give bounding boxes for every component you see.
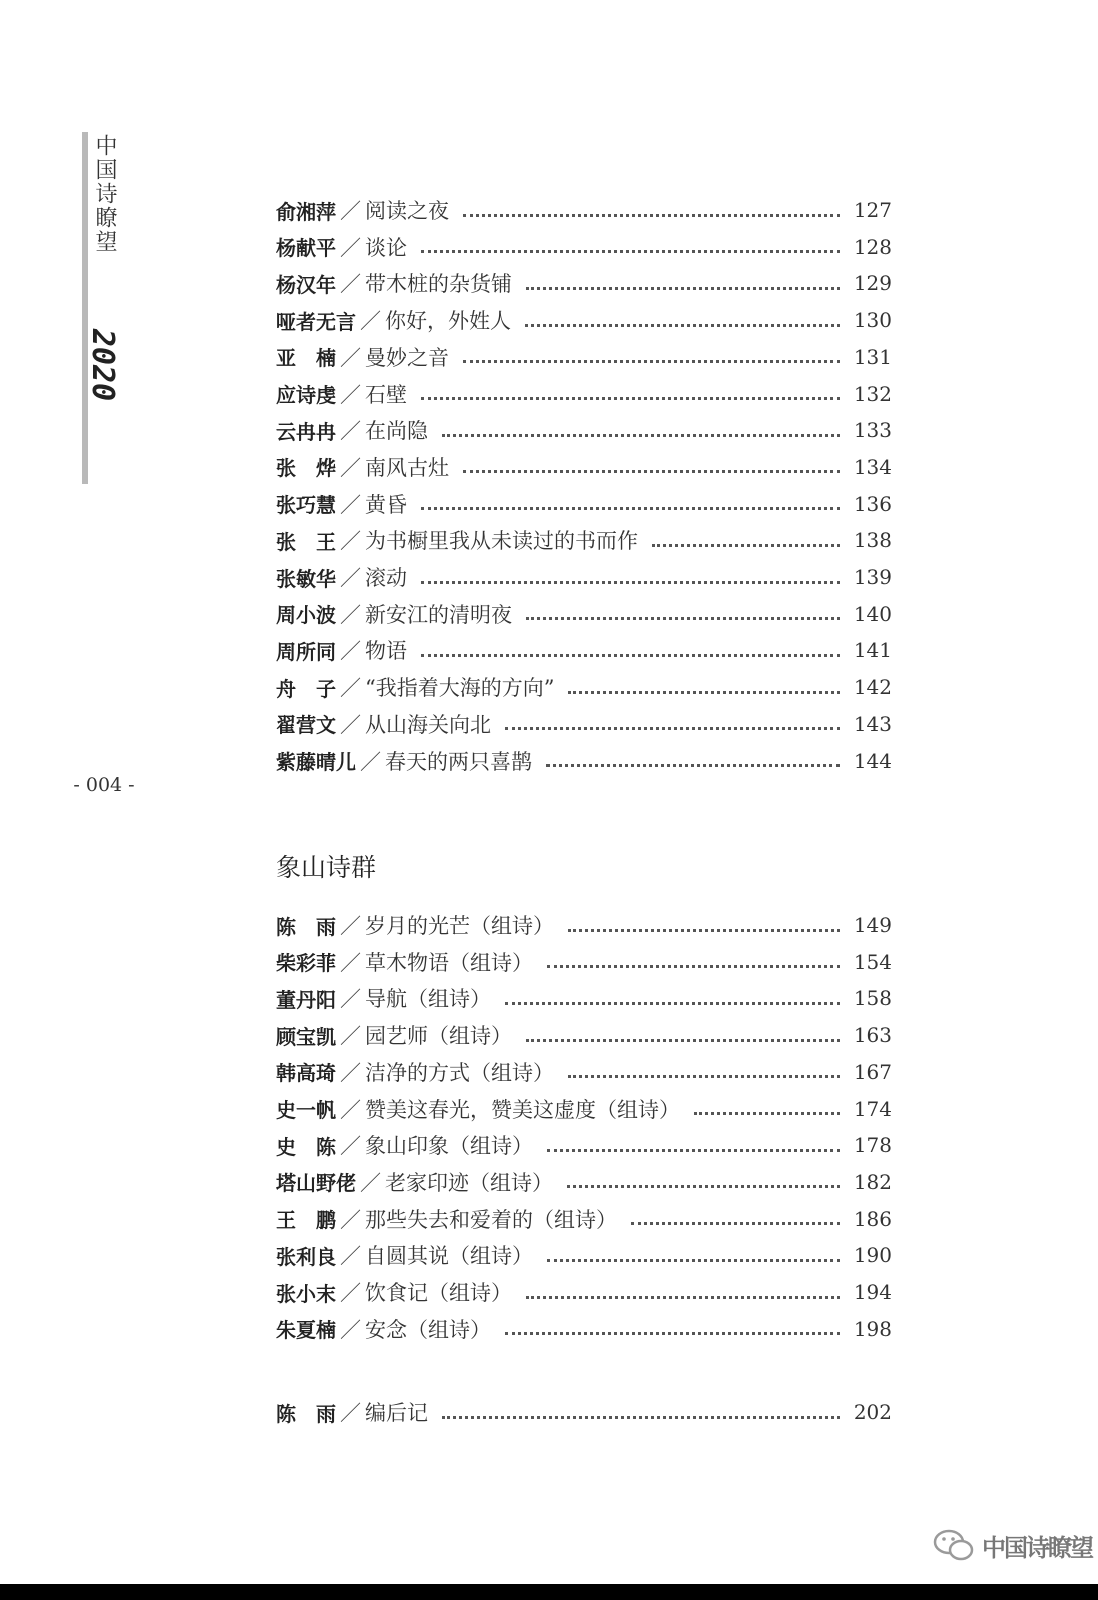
leader-dots [421,652,840,657]
leader-dots [547,1257,840,1262]
toc-separator: ／ [340,455,361,480]
toc-author: 舟 子 [276,676,336,701]
toc-author: 周小波 [276,603,336,628]
toc-page-number: 132 [853,381,892,406]
toc-entry [276,1240,892,1270]
toc-title: 为书橱里我从未读过的书而作 [365,529,638,554]
leader-dots [526,1294,840,1299]
toc-entry [276,672,892,702]
toc-entry [276,746,892,776]
toc-title: 从山海关向北 [365,712,491,737]
leader-dots [421,579,840,584]
toc-title: 岁月的光芒（组诗） [365,914,554,938]
toc-page-number: 142 [853,675,892,700]
toc-author: 紫藤晴儿 [276,750,356,774]
leader-dots [568,689,840,694]
toc-author: 王 鹏 [276,1208,336,1233]
toc-author: 陈 雨 [276,1401,336,1426]
leader-dots [546,762,840,767]
toc-separator: ／ [340,1207,361,1232]
toc-page-number: 154 [853,949,892,974]
leader-dots [525,322,840,327]
leader-dots [547,963,840,968]
toc-author: 翟营文 [276,713,336,738]
toc-separator: ／ [360,309,381,334]
toc-title: 饮食记（组诗） [365,1281,512,1305]
toc-entry [276,489,892,519]
toc-page-number: 141 [853,638,892,663]
toc-entry [276,1057,892,1087]
toc-title: 编后记 [365,1401,428,1425]
toc-page-number: 144 [853,748,892,773]
leader-dots [526,615,840,620]
toc-title: 黄昏 [365,492,407,517]
toc-entry [276,232,892,262]
toc-title: 赞美这春光，赞美这虚度（组诗） [365,1097,680,1122]
toc-title: 你好，外姓人 [385,309,511,334]
toc-entry [276,983,892,1013]
toc-separator: ／ [340,199,361,223]
toc-entry [276,635,892,665]
toc-separator: ／ [360,749,381,774]
toc-separator: ／ [340,1097,361,1122]
leader-dots [694,1110,840,1115]
toc-author: 杨献平 [276,236,336,261]
toc-title: 春天的两只喜鹊 [385,749,532,774]
toc-author: 俞湘萍 [276,199,336,224]
toc-entry [276,1130,892,1160]
toc-entry [276,268,892,298]
toc-separator: ／ [340,1244,361,1269]
toc-entry [276,1204,892,1234]
toc-entry [276,1094,892,1124]
toc-title: 谈论 [365,235,407,260]
leader-dots [463,358,840,363]
toc-page-number: 178 [853,1133,892,1158]
toc-page-number: 131 [853,344,892,369]
toc-separator: ／ [340,492,361,517]
toc-entry [276,947,892,977]
toc-title: 草木物语（组诗） [365,950,533,975]
toc-author: 张 烨 [276,456,336,481]
toc-title: 自圆其说（组诗） [365,1244,533,1269]
toc-entry [276,305,892,335]
toc-separator: ／ [340,950,361,975]
toc-entry [276,379,892,409]
toc-title: 安念（组诗） [365,1317,491,1342]
toc-page-number: 149 [853,913,892,937]
toc-page-number: 134 [853,454,892,479]
toc-entry [276,452,892,482]
toc-title: 石壁 [365,382,407,407]
leader-dots [505,1330,840,1335]
leader-dots [567,1183,840,1188]
toc-author: 哑者无言 [276,309,356,334]
toc-page-number: 174 [853,1096,892,1121]
toc-page-number: 143 [853,711,892,736]
leader-dots [442,432,840,437]
toc-page-number: 133 [853,418,892,443]
toc-author: 朱夏楠 [276,1318,336,1343]
toc-page-number: 182 [853,1169,892,1194]
toc-title: 物语 [365,639,407,664]
toc-entry [276,910,892,940]
toc-title: 洁净的方式（组诗） [365,1060,554,1085]
toc-separator: ／ [340,1060,361,1085]
toc-title: 南风古灶 [365,455,449,480]
toc-separator: ／ [340,1281,361,1305]
toc-page-number: 186 [853,1206,892,1231]
leader-dots [547,1147,840,1152]
toc-author: 张 王 [276,529,336,554]
toc-author: 云冉冉 [276,419,336,444]
toc-page-number: 129 [853,271,892,296]
toc-entry [276,1167,892,1197]
toc-page-number: 130 [853,308,892,333]
toc-entry [276,195,892,225]
bottom-edge [0,1584,1098,1600]
leader-dots [505,1000,840,1005]
toc-author: 周所同 [276,639,336,664]
watermark-text: 中国诗瞭望 [982,1533,1092,1562]
toc-separator: ／ [340,566,361,590]
toc-author: 应诗虔 [276,383,336,407]
toc-separator: ／ [340,1401,361,1425]
leader-dots [652,542,840,547]
toc-title: 曼妙之音 [365,345,449,370]
toc-separator: ／ [340,272,361,297]
toc-author: 亚 楠 [276,346,336,371]
toc-separator: ／ [340,1024,361,1049]
book-title-vertical: 中国诗瞭望 [92,134,117,254]
year-mark: 2020 [85,328,120,402]
toc-separator: ／ [340,987,361,1012]
toc-title: 园艺师（组诗） [365,1024,512,1049]
toc-title: 导航（组诗） [365,987,491,1012]
leader-dots [568,1073,840,1078]
toc-entry [276,599,892,629]
section-heading: 象山诗群 [276,853,377,882]
leader-dots [631,1220,840,1225]
toc-page-number: 198 [853,1316,892,1341]
toc-title: 带木桩的杂货铺 [365,272,512,297]
toc-author: 史 陈 [276,1134,336,1159]
toc-title: 阅读之夜 [365,199,449,223]
toc-entry [276,1314,892,1344]
toc-entry [276,1020,892,1050]
toc-page-number: 167 [853,1059,892,1084]
leader-dots [526,1037,840,1042]
toc-page-number: 190 [853,1243,892,1268]
toc-title: 在尚隐 [365,419,428,444]
toc-separator: ／ [340,235,361,260]
toc-separator: ／ [360,1170,381,1195]
leader-dots [421,248,840,253]
leader-dots [505,725,840,730]
toc-title: 象山印象（组诗） [365,1134,533,1159]
toc-separator: ／ [340,1134,361,1159]
toc-separator: ／ [340,345,361,370]
toc-title: 新安江的清明夜 [365,602,512,627]
leader-dots [442,1414,840,1419]
toc-entry [276,709,892,739]
toc-page-number: 139 [853,565,892,589]
toc-separator: ／ [340,419,361,444]
toc-separator: ／ [340,602,361,627]
toc-author: 张小末 [276,1281,336,1306]
toc-page-number: 140 [853,601,892,626]
toc-entry [276,415,892,445]
toc-title: “我指着大海的方向” [365,676,555,701]
toc-author: 史一帆 [276,1098,336,1122]
toc-author: 韩高琦 [276,1061,336,1086]
toc-entry [276,525,892,555]
toc-separator: ／ [340,712,361,737]
toc-author: 张巧慧 [276,493,336,518]
toc-page-number: 158 [853,986,892,1011]
toc-page-number: 127 [853,198,892,222]
leader-dots [463,212,840,217]
toc-author: 塔山野佬 [276,1171,356,1196]
toc-page-number: 194 [853,1280,892,1304]
toc-title: 老家印迹（组诗） [385,1170,553,1195]
toc-title: 滚动 [365,566,407,590]
toc-author: 张利良 [276,1244,336,1269]
toc-separator: ／ [340,1317,361,1342]
wechat-logo-icon [932,1525,976,1565]
leader-dots [463,468,840,473]
leader-dots [421,505,840,510]
page-number: - 004 - [73,774,135,796]
toc-separator: ／ [340,676,361,701]
toc-separator: ／ [340,914,361,938]
toc-separator: ／ [340,529,361,554]
toc-title: 那些失去和爱着的（组诗） [365,1207,617,1232]
toc-entry [276,562,892,592]
toc-page-number: 138 [853,528,892,553]
toc-author: 陈 雨 [276,914,336,939]
toc-author: 董丹阳 [276,987,336,1012]
toc-author: 张敏华 [276,566,336,591]
watermark [932,1520,1092,1570]
leader-dots [526,285,840,290]
toc-page-number: 136 [853,491,892,516]
toc-entry [276,1397,892,1427]
toc-page-number: 163 [853,1023,892,1048]
toc-separator: ／ [340,639,361,664]
toc-author: 柴彩菲 [276,951,336,976]
toc-page-number: 202 [853,1400,892,1424]
toc-page-number: 128 [853,234,892,259]
toc-separator: ／ [340,382,361,407]
leader-dots [568,927,840,932]
toc-entry [276,342,892,372]
leader-dots [421,395,840,400]
toc-author: 杨汉年 [276,272,336,297]
toc-author: 顾宝凯 [276,1024,336,1049]
toc-entry [276,1277,892,1307]
